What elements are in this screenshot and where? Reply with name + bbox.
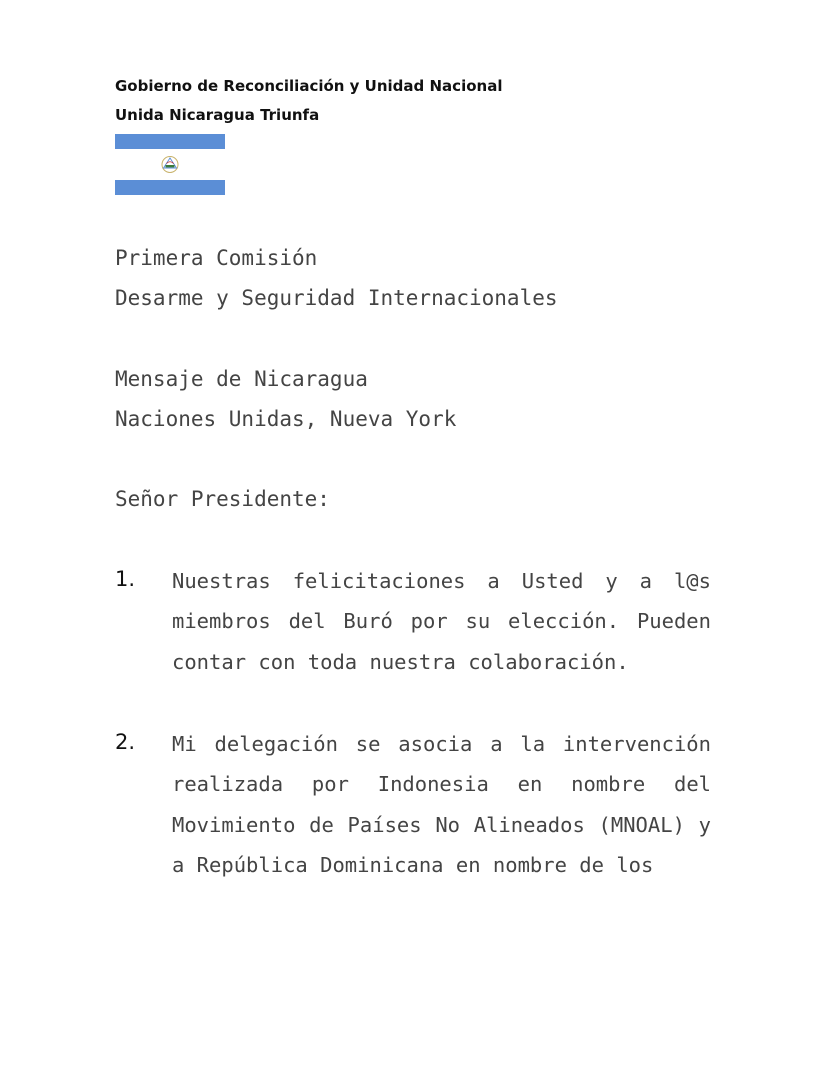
salutation: Señor Presidente:: [115, 487, 330, 511]
paragraph-text: Nuestras felicitaciones a Usted y a l@s miembros del Buró por su elección. Pueden contar con toda nuestra colaboración.: [172, 569, 711, 674]
flag-bottom-stripe: [115, 180, 225, 195]
message-title: Mensaje de Nicaragua: [115, 367, 368, 391]
paragraph-number: 2.: [115, 730, 136, 754]
paragraph-number: 1.: [115, 567, 136, 591]
message-location: Naciones Unidas, Nueva York: [115, 407, 457, 431]
nicaragua-flag: [115, 134, 225, 195]
paragraph-text: Mi delegación se asocia a la intervención realizada por Indonesia en nombre del Movimiento de Países No Alineados (MNOAL) y a República Dominicana en nombre de los: [172, 732, 711, 877]
government-name: Gobierno de Reconciliación y Unidad Nacional: [115, 77, 503, 95]
flag-center-stripe: [115, 149, 225, 180]
flag-top-stripe: [115, 134, 225, 149]
committee-name: Primera Comisión: [115, 246, 318, 270]
committee-topic: Desarme y Seguridad Internacionales: [115, 286, 558, 310]
government-motto: Unida Nicaragua Triunfa: [115, 106, 320, 124]
